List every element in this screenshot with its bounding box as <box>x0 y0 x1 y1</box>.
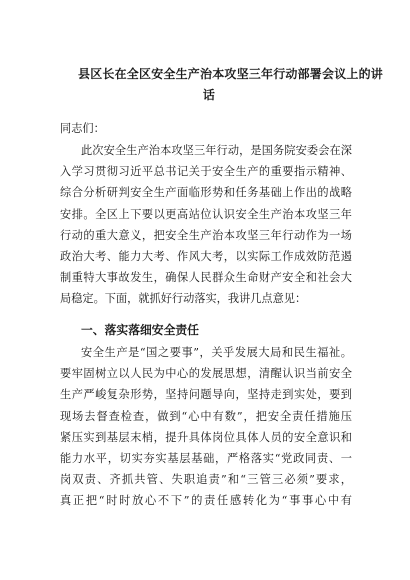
paragraph-line: 入学习贯彻习近平总书记关于安全生产的重要指示精神、 <box>60 165 352 179</box>
paragraph-line: 岗双责、齐抓共管、失职追责”和“三管三必须”要求， <box>60 473 352 487</box>
paragraph-line: 要牢固树立以人民为中心的发展思想，清醒认识当前安全 <box>60 367 352 381</box>
title-line-2: 话 <box>202 88 216 102</box>
paragraph-line: 紧压实到基层末梢，提升具体岗位具体人员的安全意识和 <box>60 430 352 444</box>
paragraph-line: 真正把“时时放心不下”的责任感转化为“事事心中有 <box>60 494 352 508</box>
salutation: 同志们： <box>60 122 105 135</box>
paragraph-line: 制重特大事故发生，确保人民群众生命财产安全和社会大 <box>60 271 352 285</box>
paragraph-line: 行动的重大意义，把安全生产治本攻坚三年行动作为一场 <box>60 228 352 242</box>
title-line-1: 县区长在全区安全生产治本攻坚三年行动部署会议上的讲 <box>78 67 384 81</box>
section-heading: 一、落实落细安全责任 <box>81 323 199 337</box>
paragraph-line: 局稳定。下面，就抓好行动落实，我讲几点意见： <box>60 292 307 306</box>
document-title <box>78 64 384 106</box>
paragraph-line: 安全生产是“国之要事”，关乎发展大局和民生福祉。 <box>81 346 352 359</box>
paragraph-1 <box>60 140 352 310</box>
paragraph-2 <box>60 342 352 512</box>
paragraph-line: 政治大考、能力大考、作风大考，以实际工作成效防范遏 <box>60 250 352 264</box>
paragraph-line: 此次安全生产治本攻坚三年行动，是国务院安委会在深 <box>81 144 352 157</box>
paragraph-line: 综合分析研判安全生产面临形势和任务基础上作出的战略 <box>60 186 352 200</box>
paragraph-line: 安排。全区上下要以更高站位认识安全生产治本攻坚三年 <box>60 207 352 221</box>
paragraph-line: 现场去督查检查，做到“心中有数”，把安全责任措施压 <box>60 409 352 423</box>
paragraph-line: 生产严峻复杂形势，坚持问题导向，坚持走到实处，要到 <box>60 388 352 402</box>
paragraph-line: 能力水平，切实夯实基层基础，严格落实“党政同责、一 <box>60 452 352 466</box>
